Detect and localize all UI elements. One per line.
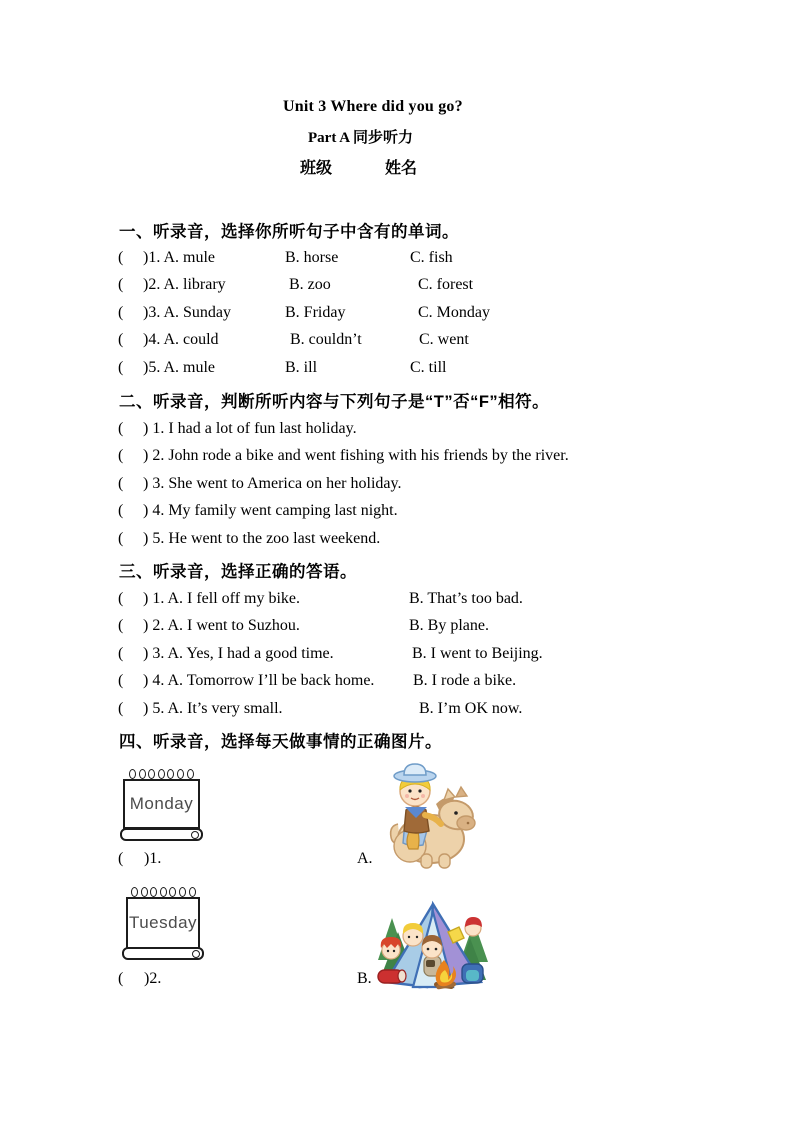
question-main: )3. A. Sunday (143, 304, 231, 321)
answer-paren: ( (118, 970, 124, 987)
answer-paren: ( (118, 276, 124, 293)
answer-paren: ( (118, 850, 124, 867)
question-main: )5. A. mule (143, 359, 215, 376)
option-b: B. horse (285, 249, 339, 266)
question-number: )2. (144, 970, 162, 987)
page-title: Unit 3 Where did you go? (283, 98, 463, 115)
option-c: C. forest (418, 276, 474, 293)
option-c: C. till (410, 359, 447, 376)
question-main: ) 4. My family went camping last night. (143, 502, 398, 519)
option-b: B. I went to Beijing. (412, 645, 543, 662)
question-row (0, 617, 793, 639)
section-4-heading: 四、听录音，选择每天做事情的正确图片。 (119, 733, 442, 751)
answer-paren: ( (118, 530, 124, 547)
option-b: B. I rode a bike. (413, 672, 517, 689)
section-3-heading: 三、听录音，选择正确的答语。 (119, 563, 357, 581)
answer-paren: ( (118, 447, 124, 464)
answer-paren: ( (118, 590, 124, 607)
answer-paren: ( (118, 420, 124, 437)
boy-riding-horse-illustration (376, 762, 478, 870)
question-main: ) 5. He went to the zoo last weekend. (143, 530, 381, 547)
calendar-day-label: Monday (129, 794, 194, 813)
option-b: B. ill (285, 359, 318, 376)
question-row (0, 359, 793, 381)
question-row (0, 331, 793, 353)
option-c: C. fish (410, 249, 453, 266)
camping-scene-icon (376, 898, 490, 995)
question-row (0, 447, 793, 469)
spiral-binding-icon (131, 887, 198, 897)
answer-paren: ( (118, 672, 124, 689)
question-row (0, 590, 793, 612)
option-c: C. went (419, 331, 469, 348)
question-main: ) 4. A. Tomorrow I’ll be back home. (143, 672, 375, 689)
question-main: ) 3. She went to America on her holiday. (143, 475, 402, 492)
question-row (0, 672, 793, 694)
calendar-roll (120, 828, 203, 841)
question-row (0, 645, 793, 667)
question-row (0, 502, 793, 524)
answer-paren: ( (118, 617, 124, 634)
option-letter: A. (357, 850, 373, 867)
question-row (0, 530, 793, 552)
answer-paren: ( (118, 645, 124, 662)
question-main: ) 1. I had a lot of fun last holiday. (143, 420, 357, 437)
question-row (0, 475, 793, 497)
question-main: ) 2. A. I went to Suzhou. (143, 617, 300, 634)
question-row (0, 420, 793, 442)
class-label: 班级 (300, 160, 333, 177)
calendar-day-label: Tuesday (128, 913, 198, 932)
option-b: B. zoo (289, 276, 331, 293)
question-main: )4. A. could (143, 331, 219, 348)
question-main: ) 2. John rode a bike and went fishing with his friends by the river. (143, 447, 569, 464)
question-row (0, 700, 793, 722)
option-b: B. couldn’t (290, 331, 362, 348)
option-letter: B. (357, 970, 372, 987)
answer-paren: ( (118, 359, 124, 376)
page-subtitle: Part A 同步听力 (308, 130, 413, 146)
option-b: B. That’s too bad. (409, 590, 523, 607)
question-main: ) 3. A. Yes, I had a good time. (143, 645, 334, 662)
option-c: C. Monday (418, 304, 490, 321)
section-1-heading: 一、听录音，选择你所听句子中含有的单词。 (119, 223, 459, 241)
calendar-sheet (126, 897, 200, 949)
question-main: )1. A. mule (143, 249, 215, 266)
spiral-binding-icon (129, 769, 196, 779)
kids-camping-tent-illustration (376, 898, 490, 995)
option-b: B. I’m OK now. (419, 700, 523, 717)
question-main: )2. A. library (143, 276, 226, 293)
question-main: ) 5. A. It’s very small. (143, 700, 283, 717)
name-label: 姓名 (385, 160, 418, 177)
option-b: B. Friday (285, 304, 346, 321)
question-main: ) 1. A. I fell off my bike. (143, 590, 301, 607)
calendar-roll (122, 947, 204, 960)
answer-paren: ( (118, 700, 124, 717)
question-row (0, 249, 793, 271)
calendar-sheet (123, 779, 200, 829)
answer-paren: ( (118, 304, 124, 321)
question-row (0, 276, 793, 298)
horse-rider-icon (376, 762, 478, 870)
answer-paren: ( (118, 249, 124, 266)
question-number: )1. (144, 850, 162, 867)
option-b: B. By plane. (409, 617, 489, 634)
question-row (0, 304, 793, 326)
answer-paren: ( (118, 475, 124, 492)
answer-paren: ( (118, 331, 124, 348)
answer-paren: ( (118, 502, 124, 519)
section-2-heading: 二、听录音，判断所听内容与下列句子是“T”否“F”相符。 (119, 393, 550, 411)
